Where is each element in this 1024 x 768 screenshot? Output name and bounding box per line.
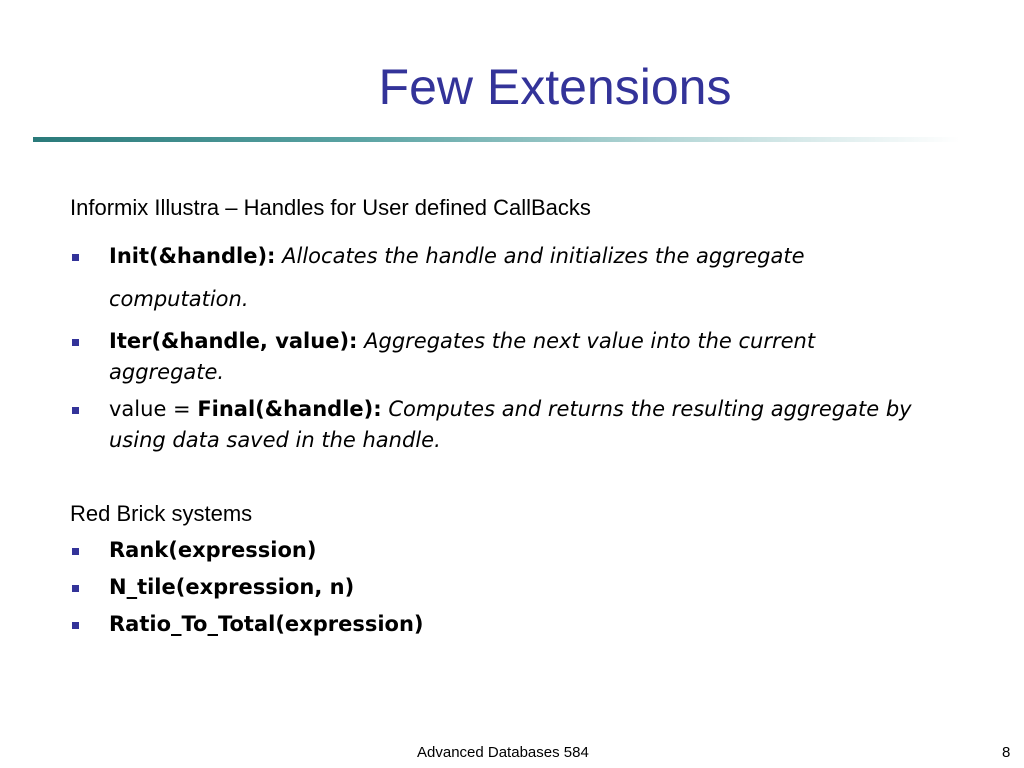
item-name: Init(&handle): bbox=[109, 244, 276, 268]
title-divider bbox=[33, 137, 960, 142]
item-name: Final(&handle): bbox=[197, 397, 382, 421]
footer-page-number: 8 bbox=[1002, 744, 1011, 761]
bullet-icon bbox=[72, 622, 79, 629]
bullet-icon bbox=[72, 585, 79, 592]
item-description-cont: using data saved in the handle. bbox=[109, 428, 441, 452]
section-heading-redbrick: Red Brick systems bbox=[70, 501, 253, 526]
slide-title: Few Extensions bbox=[378, 59, 732, 115]
section-heading-informix: Informix Illustra – Handles for User defined CallBacks bbox=[70, 195, 591, 220]
list-item-rank: Rank(expression) bbox=[109, 538, 317, 562]
list-item-iter bbox=[109, 326, 989, 388]
item-description: Aggregates the next value into the current bbox=[364, 329, 816, 353]
item-name: Iter(&handle, value): bbox=[109, 329, 358, 353]
bullet-icon bbox=[72, 548, 79, 555]
list-item-final bbox=[109, 394, 989, 456]
bullet-icon bbox=[72, 407, 79, 414]
bullet-icon bbox=[72, 339, 79, 346]
list-item-init bbox=[109, 241, 989, 315]
list-item-ntile: N_tile(expression, n) bbox=[109, 575, 355, 599]
item-description-cont: computation. bbox=[109, 287, 249, 311]
item-description: Allocates the handle and initializes the aggregate bbox=[282, 244, 805, 268]
item-description-cont: aggregate. bbox=[109, 360, 225, 384]
item-prefix: value = bbox=[109, 397, 198, 421]
footer-course-title: Advanced Databases 584 bbox=[417, 744, 589, 761]
item-description: Computes and returns the resulting aggregate by bbox=[388, 397, 912, 421]
list-item-ratio: Ratio_To_Total(expression) bbox=[109, 612, 424, 636]
bullet-icon bbox=[72, 254, 79, 261]
